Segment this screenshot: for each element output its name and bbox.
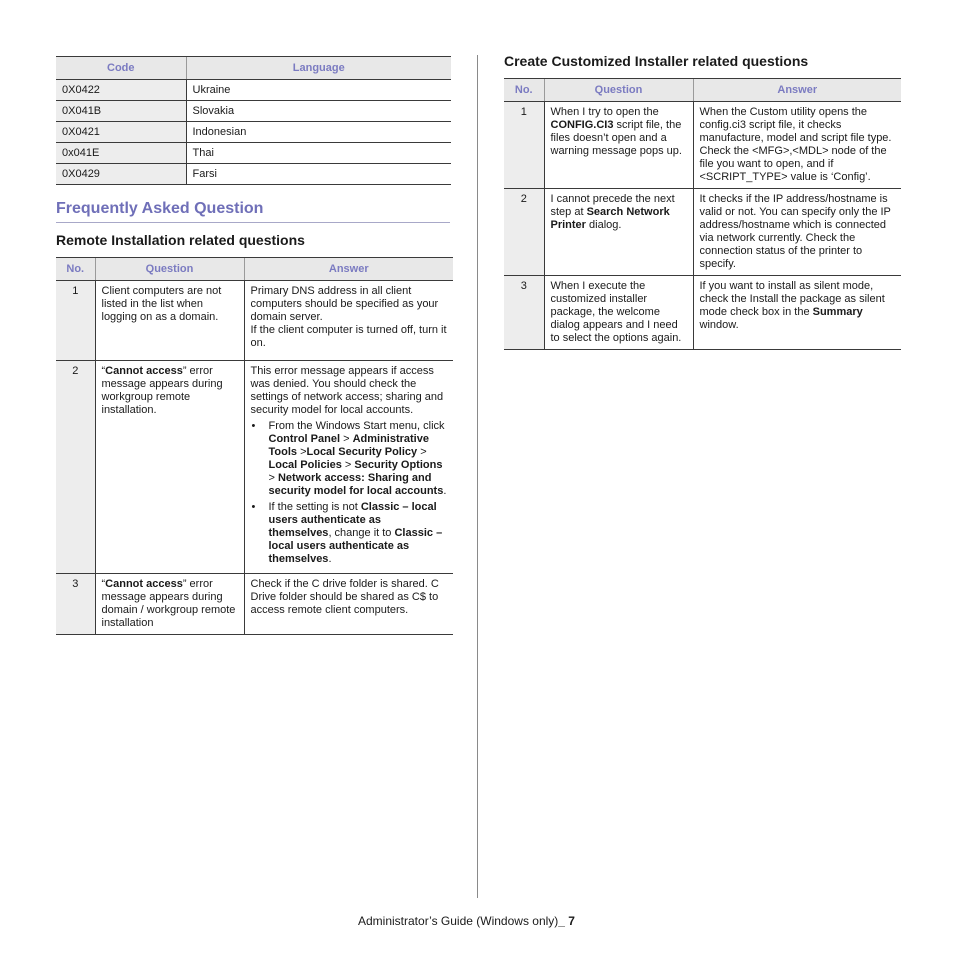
faq-section-title: Frequently Asked Question bbox=[56, 200, 450, 223]
customized-installer-table bbox=[504, 78, 901, 350]
code-cell: 0X041B bbox=[56, 101, 186, 122]
answer-paragraph: If the client computer is turned off, turn it on. bbox=[250, 324, 447, 349]
dialog-name: Search Network Printer bbox=[550, 206, 670, 231]
language-code-table bbox=[56, 56, 451, 185]
answer-paragraph: Primary DNS address in all client computers should be specified as your domain server. bbox=[250, 285, 439, 323]
table-row bbox=[504, 102, 901, 189]
customized-installer-heading: Create Customized Installer related questions bbox=[504, 53, 809, 69]
question-cell: When I execute the customized installer package, the welcome dialog appears and I need to select the options again. bbox=[544, 276, 693, 350]
language-cell: Ukraine bbox=[186, 80, 451, 101]
answer-cell bbox=[693, 102, 901, 189]
text: script file, the files doesn’t open and a warning message pops up. bbox=[550, 119, 682, 157]
code-cell: 0X0422 bbox=[56, 80, 186, 101]
column-header-no: No. bbox=[56, 258, 95, 281]
column-header-code: Code bbox=[56, 57, 186, 80]
answer-paragraph: Check if the C drive folder is shared. C Drive folder should be shared as C$ to access remote client computers. bbox=[250, 578, 439, 616]
page-number: _ 7 bbox=[558, 914, 575, 928]
answer-cell bbox=[244, 281, 453, 361]
answer-cell bbox=[244, 361, 453, 574]
table-row bbox=[504, 189, 901, 276]
footer-title: Administrator’s Guide (Windows only) bbox=[358, 914, 559, 928]
language-cell: Slovakia bbox=[186, 101, 451, 122]
menu-path-item: Control Panel bbox=[268, 433, 341, 445]
text: From the Windows Start menu, click bbox=[268, 420, 445, 432]
column-header-language: Language bbox=[186, 57, 451, 80]
question-cell bbox=[544, 102, 693, 189]
answer-paragraph: This error message appears if access was denied. You should check the settings of network access; sharing and security model for local accounts. bbox=[250, 365, 444, 416]
file-name: CONFIG.CI3 bbox=[550, 119, 614, 131]
menu-path-item: Local Policies bbox=[268, 459, 342, 471]
remote-installation-heading: Remote Installation related questions bbox=[56, 232, 305, 248]
menu-path-item: Administrative Tools bbox=[268, 433, 429, 458]
row-number: 1 bbox=[56, 281, 95, 361]
table-row bbox=[56, 143, 451, 164]
column-header-question: Question bbox=[544, 79, 693, 102]
table-row bbox=[56, 281, 453, 361]
row-number: 3 bbox=[504, 276, 544, 350]
table-row bbox=[56, 164, 451, 185]
setting-value: Classic – local users authenticate as themselves bbox=[268, 527, 443, 565]
column-divider bbox=[477, 55, 478, 898]
quote-open: “ bbox=[101, 578, 106, 590]
column-header-question: Question bbox=[95, 258, 244, 281]
separator: > bbox=[340, 433, 353, 445]
text: window. bbox=[699, 319, 739, 331]
answer-bullet-list bbox=[251, 420, 448, 566]
question-cell bbox=[95, 574, 244, 635]
question-cell bbox=[544, 189, 693, 276]
question-text: ” error message appears during domain / workgroup remote installation bbox=[101, 578, 236, 629]
remote-installation-table bbox=[56, 257, 453, 635]
table-row bbox=[56, 101, 451, 122]
text: . bbox=[443, 485, 447, 497]
code-cell: 0x041E bbox=[56, 143, 186, 164]
column-header-answer: Answer bbox=[244, 258, 453, 281]
text: , change it to bbox=[328, 527, 395, 539]
menu-path-item: Local Security Policy bbox=[306, 446, 418, 458]
answer-cell bbox=[693, 276, 901, 350]
row-number: 1 bbox=[504, 102, 544, 189]
question-cell: Client computers are not listed in the list when logging on as a domain. bbox=[95, 281, 244, 361]
code-cell: 0X0429 bbox=[56, 164, 186, 185]
answer-paragraph: When the Custom utility opens the config.ci3 script file, it checks manufacture, model and script file type. Check the <MFG>,<MDL> node of the file you want to open, and if <SCRIPT_TYPE> value is ‘Config’. bbox=[699, 106, 892, 183]
row-number: 2 bbox=[504, 189, 544, 276]
row-number: 2 bbox=[56, 361, 95, 574]
column-header-answer: Answer bbox=[693, 79, 901, 102]
page-footer bbox=[358, 914, 575, 928]
separator: > bbox=[417, 446, 427, 458]
table-header-row bbox=[56, 57, 451, 80]
menu-path-item: Network access: Sharing and security model for local accounts bbox=[268, 472, 444, 497]
text: If you want to install as silent mode, check the Install the package as silent mode check box in the bbox=[699, 280, 885, 318]
text: I cannot precede the next step at bbox=[550, 193, 675, 218]
quote-open: “ bbox=[101, 365, 106, 377]
table-header-row bbox=[504, 79, 901, 102]
answer-paragraph: It checks if the IP address/hostname is valid or not. You can specify only the IP address/hostname which is connected via network currently. Check the connection status of the printer to specify. bbox=[699, 193, 891, 270]
answer-cell bbox=[244, 574, 453, 635]
code-cell: 0X0421 bbox=[56, 122, 186, 143]
language-cell: Thai bbox=[186, 143, 451, 164]
separator: > bbox=[268, 472, 278, 484]
table-row bbox=[56, 361, 453, 574]
question-text: ” error message appears during workgroup remote installation. bbox=[101, 365, 223, 416]
table-header-row bbox=[56, 258, 453, 281]
error-name: Cannot access bbox=[105, 578, 183, 590]
answer-cell bbox=[693, 189, 901, 276]
error-name: Cannot access bbox=[105, 365, 183, 377]
table-row bbox=[56, 80, 451, 101]
setting-value: Classic – local users authenticate as themselves bbox=[268, 501, 437, 539]
text: dialog. bbox=[585, 219, 622, 231]
text: If the setting is not bbox=[268, 501, 361, 513]
bullet-item bbox=[269, 420, 448, 498]
language-cell: Farsi bbox=[186, 164, 451, 185]
language-cell: Indonesian bbox=[186, 122, 451, 143]
text: When I try to open the bbox=[550, 106, 659, 118]
text: . bbox=[328, 553, 332, 565]
window-name: Summary bbox=[812, 306, 863, 318]
column-header-no: No. bbox=[504, 79, 544, 102]
table-row bbox=[504, 276, 901, 350]
separator: > bbox=[297, 446, 307, 458]
bullet-item bbox=[269, 501, 448, 566]
separator: > bbox=[341, 459, 355, 471]
table-row bbox=[56, 574, 453, 635]
question-cell bbox=[95, 361, 244, 574]
table-row bbox=[56, 122, 451, 143]
row-number: 3 bbox=[56, 574, 95, 635]
menu-path-item: Security Options bbox=[354, 459, 443, 471]
